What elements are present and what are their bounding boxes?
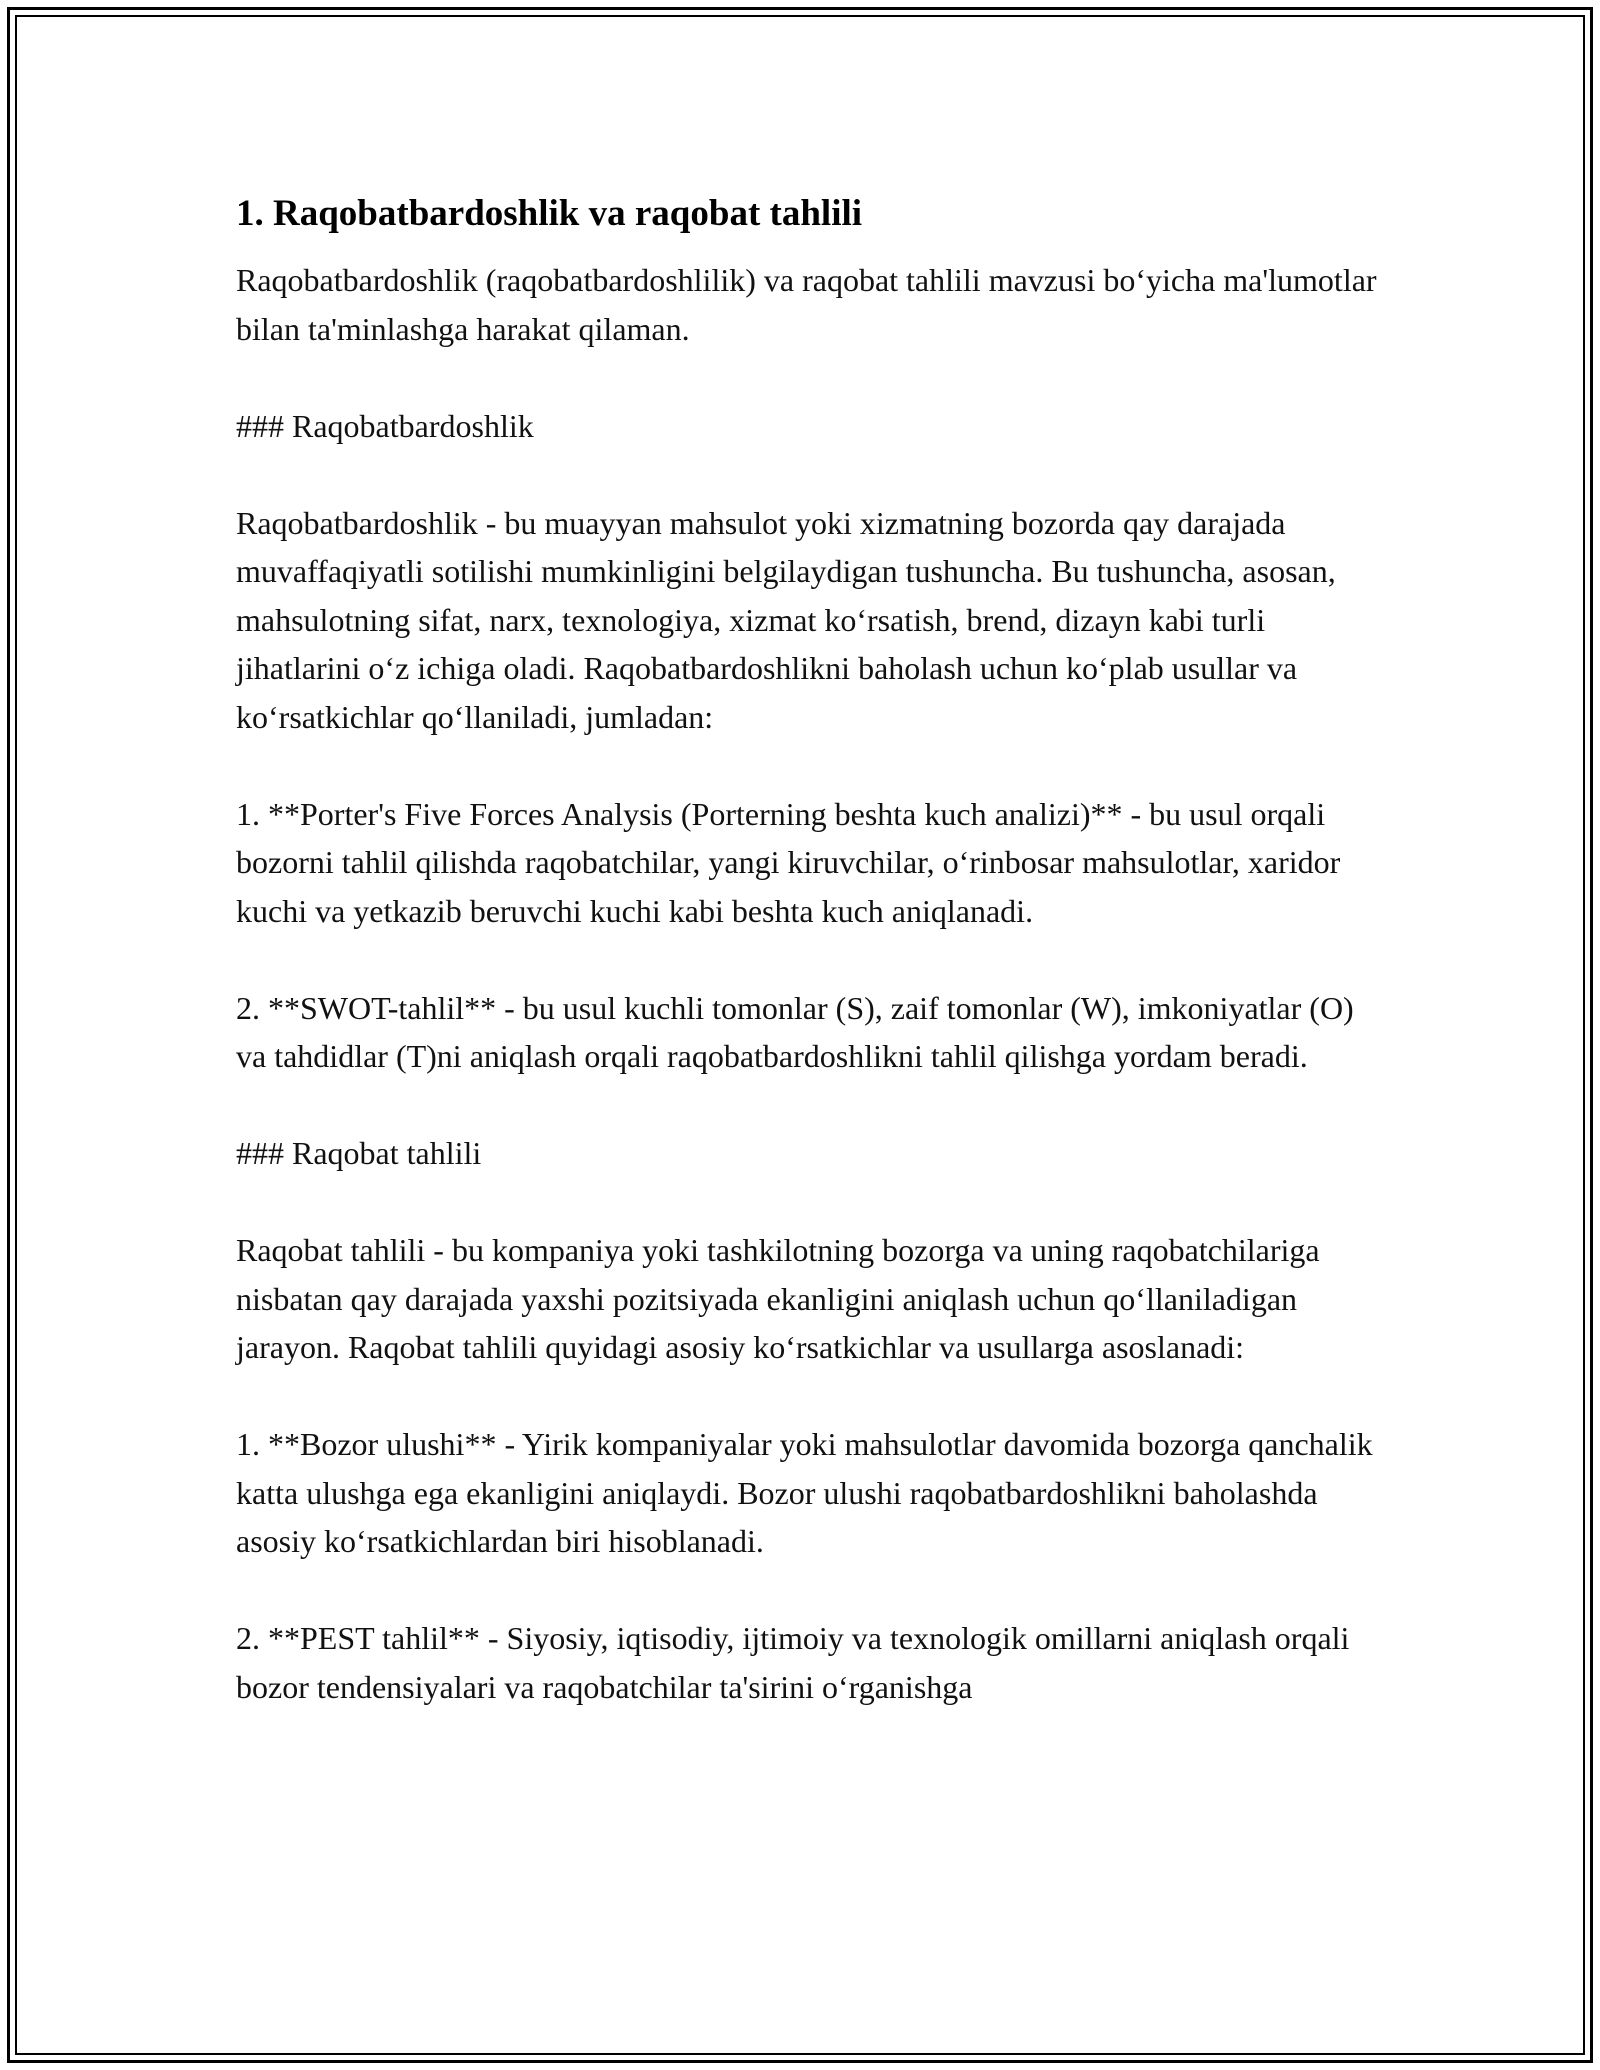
list-item-swot: 2. **SWOT-tahlil** - bu usul kuchli tomonlar (S), zaif tomonlar (W), imkoniyatlar (O) va tahdidlar (T)ni aniqlash orqali raqobatbardoshlikni tahlil qilishga yordam beradi. — [236, 989, 1354, 1074]
list-item-market-share: 1. **Bozor ulushi** - Yirik kompaniyalar yoki mahsulotlar davomida bozorga qanchalik katta ulushga ega ekanligini aniqlaydi. Bozor ulushi raqobatbardoshlikni baholashda asosiy ko‘rsatkichlardan biri hisoblanadi. — [236, 1426, 1373, 1559]
list-item-pest: 2. **PEST tahlil** - Siyosiy, iqtisodiy, ijtimoiy va texnologik omillarni aniqlash orqali bozor tendensiyalari va raqobatchilar ta'sirini o‘rganishga — [236, 1620, 1350, 1705]
definition-paragraph: Raqobatbardoshlik - bu muayyan mahsulot yoki xizmatning bozorda qay darajada muvaffaqiyatli sotilishi mumkinligini belgilaydigan tushuncha. Bu tushuncha, asosan, mahsulotning sifat, narx, texnologiya, xizmat ko‘rsatish, brend, dizayn kabi turli jihatlarini o‘z ichiga oladi. Raqobatbardoshlikni baholash uchun ko‘plab usullar va ko‘rsatkichlar qo‘llaniladi, jumladan: — [236, 504, 1336, 735]
document-title: 1. Raqobatbardoshlik va raqobat tahlili — [236, 193, 863, 234]
section-heading-raqobat-tahlili: ### Raqobat tahlili — [236, 1135, 482, 1171]
intro-paragraph: Raqobatbardoshlik (raqobatbardoshlilik) va raqobat tahlili mavzusi bo‘yicha ma'lumotlar bilan ta'minlashga harakat qilaman. — [236, 262, 1377, 347]
analysis-paragraph: Raqobat tahlili - bu kompaniya yoki tashkilotning bozorga va uning raqobatchilariga nisbatan qay darajada yaxshi pozitsiyada ekanligini aniqlash uchun qo‘llaniladigan jarayon. Raqobat tahlili quyidagi asosiy ko‘rsatkichlar va usullarga asoslanadi: — [236, 1232, 1320, 1365]
section-heading-raqobatbardoshlik: ### Raqobatbardoshlik — [236, 407, 534, 444]
document-body — [236, 187, 1386, 1711]
list-item-porter: 1. **Porter's Five Forces Analysis (Porterning beshta kuch analizi)** - bu usul orqali bozorni tahlil qilishda raqobatchilar, yangi kiruvchilar, o‘rinbosar mahsulotlar, xaridor kuchi va yetkazib beruvchi kuchi kabi beshta kuch aniqlanadi. — [236, 795, 1341, 929]
